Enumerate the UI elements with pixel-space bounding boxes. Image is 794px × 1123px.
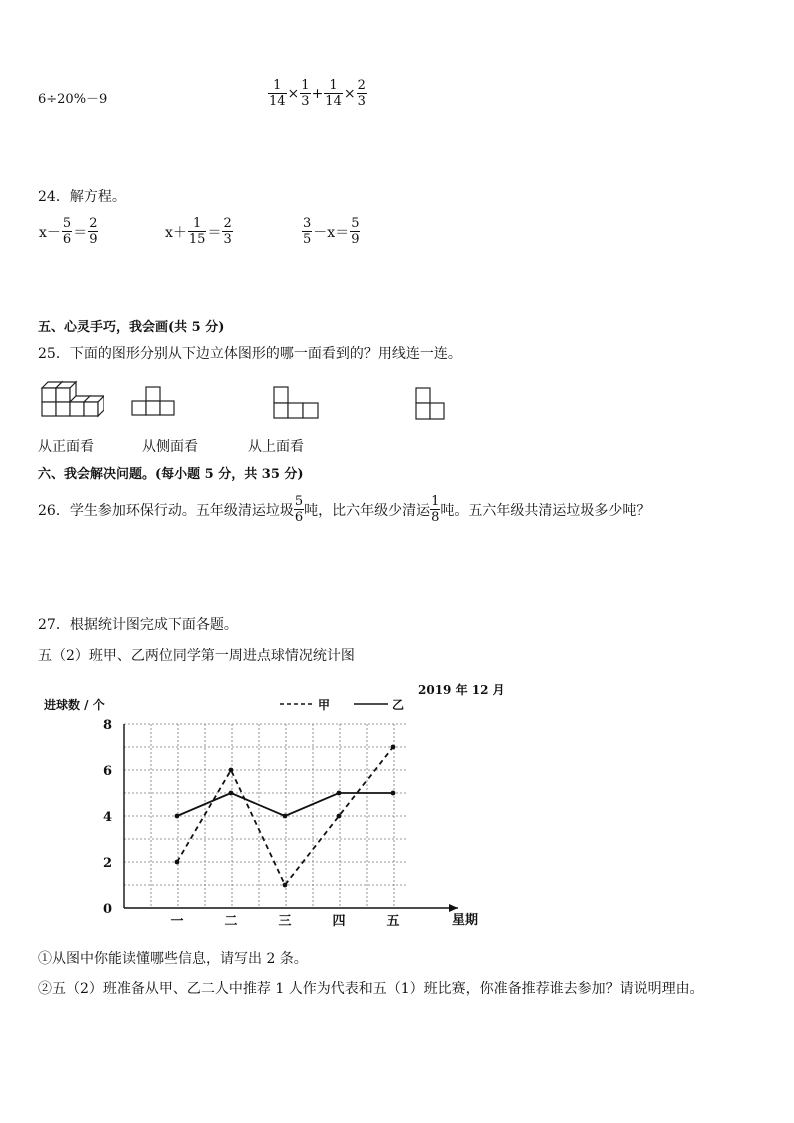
equation-text: －x＝ <box>313 224 350 241</box>
fraction: $\frac{3}{5}$ <box>303 216 312 247</box>
chart-labels <box>43 682 505 928</box>
data-point <box>283 883 288 888</box>
view-shape-1 <box>130 386 176 418</box>
data-point <box>391 745 396 750</box>
x-tick-label: 四 <box>332 914 346 928</box>
operator: × <box>343 85 356 102</box>
question-27-text: 27．根据统计图完成下面各题。 <box>38 617 238 633</box>
x-tick-label: 三 <box>278 914 292 928</box>
q26-text-start: 26．学生参加环保行动。五年级清运垃圾 <box>38 502 294 519</box>
chart-date-label: 2019 年 12 月 <box>418 683 505 697</box>
x-tick-label: 五 <box>386 914 400 928</box>
chart-axes <box>124 724 458 912</box>
y-tick-label: 6 <box>102 764 112 779</box>
x-axis-arrow <box>449 904 458 912</box>
equals-sign: ＝ <box>207 224 222 241</box>
calc-expression-left: 6÷20%－9 <box>38 92 108 107</box>
equation-1 <box>38 216 98 247</box>
legend-label: 乙 <box>392 698 405 712</box>
line-chart <box>36 678 506 928</box>
section-6-heading: 六、我会解决问题。(每小题 5 分，共 35 分) <box>38 467 304 482</box>
y-axis-title: 进球数 / 个 <box>44 698 105 712</box>
cube-solid-figure <box>38 376 104 422</box>
question-26 <box>38 494 650 525</box>
equation-text: x＋ <box>165 224 187 241</box>
x-tick-label: 二 <box>224 914 238 928</box>
data-point <box>229 791 234 796</box>
fraction: $\frac{5}{9}$ <box>351 216 360 247</box>
y-tick-label: 8 <box>102 718 112 733</box>
fraction: $\frac{1}{14}$ <box>269 78 286 109</box>
fraction: $\frac{5}{6}$ <box>294 494 304 525</box>
equation-3 <box>302 216 360 247</box>
equation-text: x－ <box>39 224 61 241</box>
view-label-front: 从正面看 <box>38 439 94 455</box>
fraction: $\frac{1}{14}$ <box>325 78 342 109</box>
equals-sign: ＝ <box>73 224 88 241</box>
data-point <box>391 791 396 796</box>
view-shape-3 <box>414 386 448 422</box>
data-point <box>337 791 342 796</box>
equation-2 <box>164 216 233 247</box>
data-point <box>337 814 342 819</box>
data-point <box>175 860 180 865</box>
data-point <box>283 814 288 819</box>
x-axis-title: 星期 <box>452 913 479 928</box>
question-25-text: 25．下面的图形分别从下边立体图形的哪一面看到的？用线连一连。 <box>38 346 462 362</box>
calc-expression-right <box>268 78 367 109</box>
q26-text-middle: 吨，比六年级少清运 <box>304 502 431 519</box>
fraction: $\frac{1}{3}$ <box>301 78 310 109</box>
legend-label: 甲 <box>318 698 331 712</box>
view-shape-2 <box>272 386 320 420</box>
chart-grid <box>124 724 406 908</box>
section-5-heading: 五、心灵手巧，我会画(共 5 分) <box>38 320 225 335</box>
fraction: $\frac{1}{8}$ <box>431 494 440 525</box>
question-27-sub-2: ②五（2）班准备从甲、乙二人中推荐 1 人作为代表和五（1）班比赛，你准备推荐谁去参加？请说明理由。 <box>38 981 704 997</box>
question-27-sub-1: ①从图中你能读懂哪些信息，请写出 2 条。 <box>38 951 308 967</box>
y-tick-label: 2 <box>102 856 112 871</box>
q26-text-end: 吨。五六年级共清运垃圾多少吨？ <box>440 502 651 519</box>
operator: × <box>287 85 300 102</box>
operator: + <box>311 85 324 102</box>
chart-caption: 五（2）班甲、乙两位同学第一周进点球情况统计图 <box>38 648 355 664</box>
y-tick-label: 0 <box>102 902 112 917</box>
question-24-title: 24．解方程。 <box>38 189 126 205</box>
fraction: $\frac{2}{9}$ <box>89 216 98 247</box>
fraction: $\frac{2}{3}$ <box>357 78 366 109</box>
fraction: $\frac{1}{15}$ <box>188 216 206 247</box>
fraction: $\frac{5}{6}$ <box>62 216 72 247</box>
view-label-top: 从上面看 <box>248 439 304 455</box>
series-line-yi <box>177 793 393 816</box>
data-point <box>229 768 234 773</box>
data-point <box>175 814 180 819</box>
x-tick-label: 一 <box>170 914 184 928</box>
chart-series <box>175 745 396 888</box>
fraction: $\frac{2}{3}$ <box>223 216 232 247</box>
y-tick-label: 4 <box>102 810 112 825</box>
view-label-side: 从侧面看 <box>142 439 198 455</box>
